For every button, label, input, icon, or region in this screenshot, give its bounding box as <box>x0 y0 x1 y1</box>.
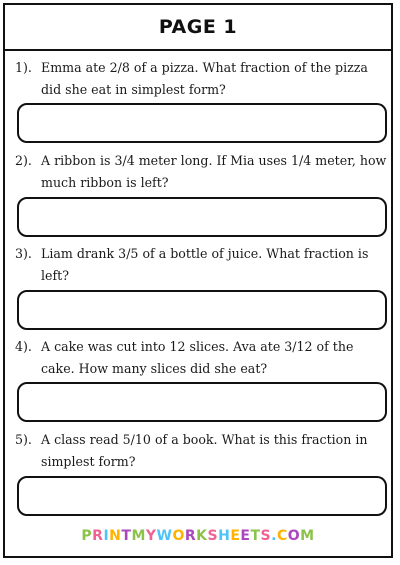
question-3 <box>15 243 391 287</box>
logo-letter: E <box>230 528 241 544</box>
question-2 <box>15 150 391 194</box>
question-number: 4). <box>15 339 32 354</box>
question-1 <box>15 57 391 101</box>
answer-box-3[interactable] <box>17 290 387 330</box>
logo-letter: I <box>103 528 110 544</box>
logo-letter: M <box>131 528 146 544</box>
question-text: A class read 5/10 of a book. What is this fraction in simplest form? <box>41 432 368 469</box>
question-number: 5). <box>15 432 32 447</box>
logo-letter: T <box>250 528 261 544</box>
logo-letter: O <box>172 528 185 544</box>
question-text: A ribbon is 3/4 meter long. If Mia uses 1/4 meter, how much ribbon is left? <box>41 153 387 190</box>
logo-letter: . <box>271 528 277 544</box>
logo-letter: S <box>260 528 272 544</box>
question-text: A cake was cut into 12 slices. Ava ate 3/12 of the cake. How many slices did she eat? <box>41 339 354 376</box>
footer-brand-logo <box>5 528 391 544</box>
logo-letter: K <box>196 528 208 544</box>
question-text: Emma ate 2/8 of a pizza. What fraction of the pizza did she eat in simplest form? <box>41 60 368 97</box>
logo-letter: O <box>287 528 301 544</box>
question-text: Liam drank 3/5 of a bottle of juice. What fraction is left? <box>41 246 369 283</box>
logo-letter: Y <box>145 528 157 544</box>
logo-letter: S <box>207 528 219 544</box>
question-4 <box>15 336 391 380</box>
logo-letter: N <box>109 528 122 544</box>
logo-letter: T <box>121 528 132 544</box>
page-title: PAGE 1 <box>158 16 238 38</box>
worksheet-page <box>3 3 393 558</box>
question-number: 3). <box>15 246 32 261</box>
logo-letter: E <box>240 528 251 544</box>
answer-box-2[interactable] <box>17 197 387 237</box>
logo-letter: R <box>184 528 197 544</box>
page-header <box>5 5 391 51</box>
answer-box-5[interactable] <box>17 476 387 516</box>
answer-box-1[interactable] <box>17 103 387 143</box>
logo-letter: R <box>92 528 104 544</box>
logo-letter: H <box>218 528 231 544</box>
logo-letter: M <box>300 528 315 544</box>
logo-letter: C <box>276 528 288 544</box>
question-number: 2). <box>15 153 32 168</box>
answer-box-4[interactable] <box>17 382 387 422</box>
question-number: 1). <box>15 60 32 75</box>
logo-letter: P <box>81 528 93 544</box>
question-5 <box>15 429 391 473</box>
logo-letter: W <box>156 528 173 544</box>
